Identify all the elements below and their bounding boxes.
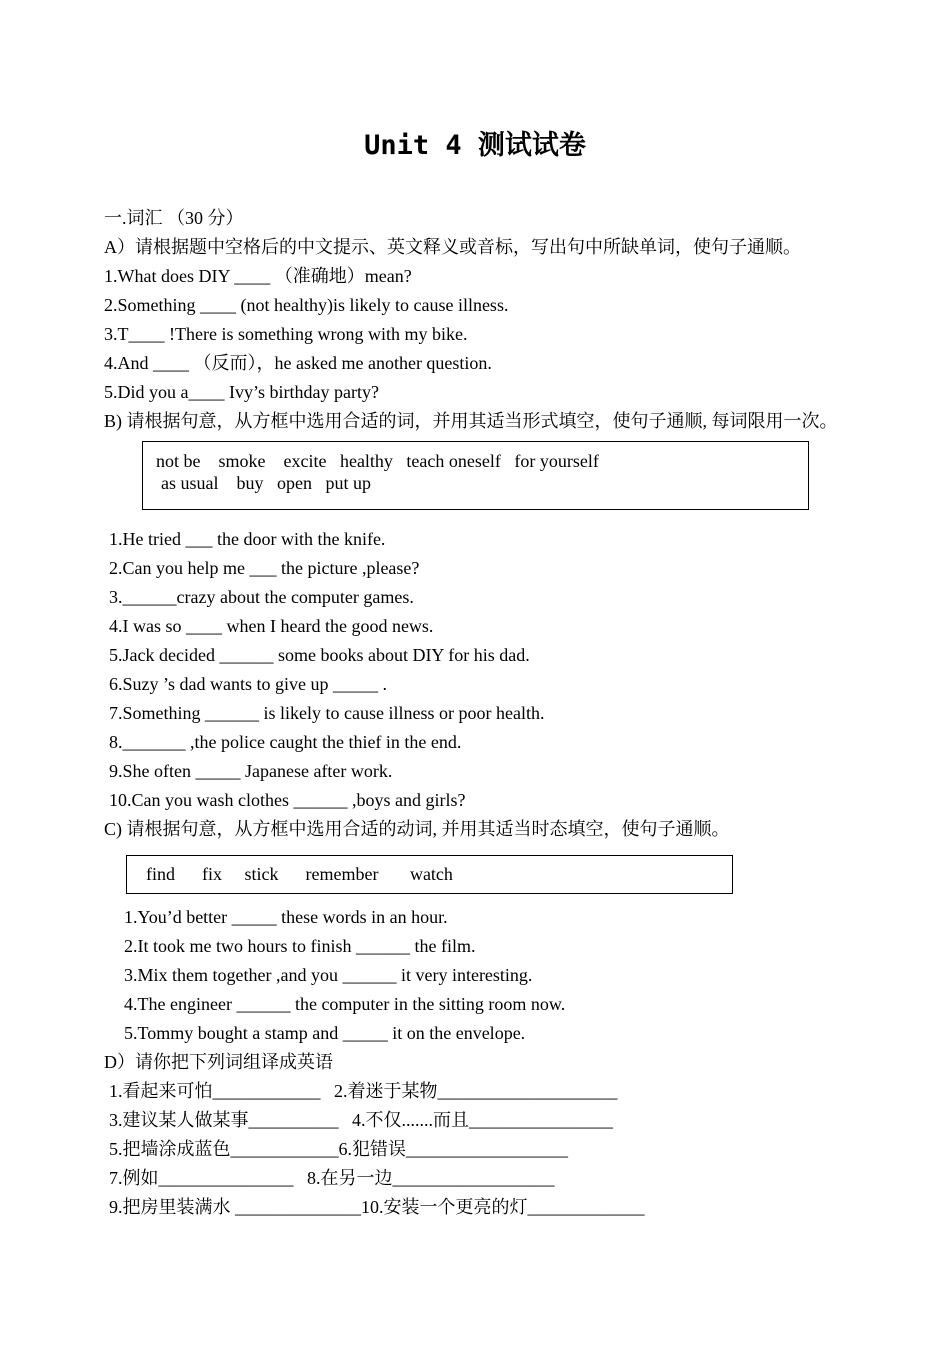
part-a-item: 5.Did you a____ Ivy’s birthday party? (104, 382, 379, 402)
part-b-item: 5.Jack decided ______ some books about DIY for his dad. (109, 645, 530, 665)
part-a-item: 4.And ____ （反而），he asked me another question. (104, 353, 492, 373)
word-box-b-line: as usual buy open put up (161, 473, 371, 493)
word-box-c-line: find fix stick remember watch (146, 864, 453, 884)
part-c-item: 4.The engineer ______ the computer in the sitting room now. (124, 994, 566, 1014)
part-c-item: 3.Mix them together ,and you ______ it very interesting. (124, 965, 533, 985)
part-a-item: 2.Something ____ (not healthy)is likely to cause illness. (104, 295, 509, 315)
part-c-item: 1.You’d better _____ these words in an hour. (124, 907, 448, 927)
page-title: Unit 4 测试试卷 (364, 130, 586, 161)
part-a-item: 1.What does DIY ____ （准确地）mean? (104, 266, 412, 286)
part-b-item: 7.Something ______ is likely to cause illness or poor health. (109, 703, 545, 723)
part-d-item: 1.看起来可怕____________ 2.着迷于某物____________________ (109, 1081, 618, 1101)
part-b-item: 9.She often _____ Japanese after work. (109, 761, 393, 781)
part-a-instruction: A）请根据题中空格后的中文提示、英文释义或音标，写出句中所缺单词，使句子通顺。 (104, 237, 801, 257)
word-box-b (142, 441, 809, 510)
part-b-item: 6.Suzy ’s dad wants to give up _____ . (109, 674, 387, 694)
part-b-item: 4.I was so ____ when I heard the good news. (109, 616, 434, 636)
part-b-item: 8._______ ,the police caught the thief in the end. (109, 732, 462, 752)
part-c-item: 5.Tommy bought a stamp and _____ it on the envelope. (124, 1023, 526, 1043)
part-d-instruction: D）请你把下列词组译成英语 (104, 1052, 333, 1072)
section-heading: 一.词汇 （30 分） (104, 208, 244, 228)
word-box-c (126, 855, 733, 894)
part-a-item: 3.T____ !There is something wrong with my bike. (104, 324, 468, 344)
part-b-item: 1.He tried ___ the door with the knife. (109, 529, 386, 549)
part-d-item: 9.把房里装满水 ______________10.安装一个更亮的灯_____________ (109, 1197, 645, 1217)
part-d-item: 3.建议某人做某事__________ 4.不仅.......而且________________ (109, 1110, 613, 1130)
part-c-instruction: C) 请根据句意，从方框中选用合适的动词, 并用其适当时态填空，使句子通顺。 (104, 819, 730, 839)
part-b-item: 10.Can you wash clothes ______ ,boys and girls? (109, 790, 466, 810)
part-b-item: 3.______crazy about the computer games. (109, 587, 414, 607)
part-c-item: 2.It took me two hours to finish ______ the film. (124, 936, 476, 956)
part-b-instruction: B) 请根据句意，从方框中选用合适的词，并用其适当形式填空，使句子通顺, 每词限用一次。 (104, 411, 838, 431)
part-d-item: 5.把墙涂成蓝色____________6.犯错误__________________ (109, 1139, 568, 1159)
word-box-b-line: not be smoke excite healthy teach oneself for yourself (156, 451, 599, 471)
part-b-item: 2.Can you help me ___ the picture ,please? (109, 558, 420, 578)
part-d-item: 7.例如_______________ 8.在另一边__________________ (109, 1168, 555, 1188)
